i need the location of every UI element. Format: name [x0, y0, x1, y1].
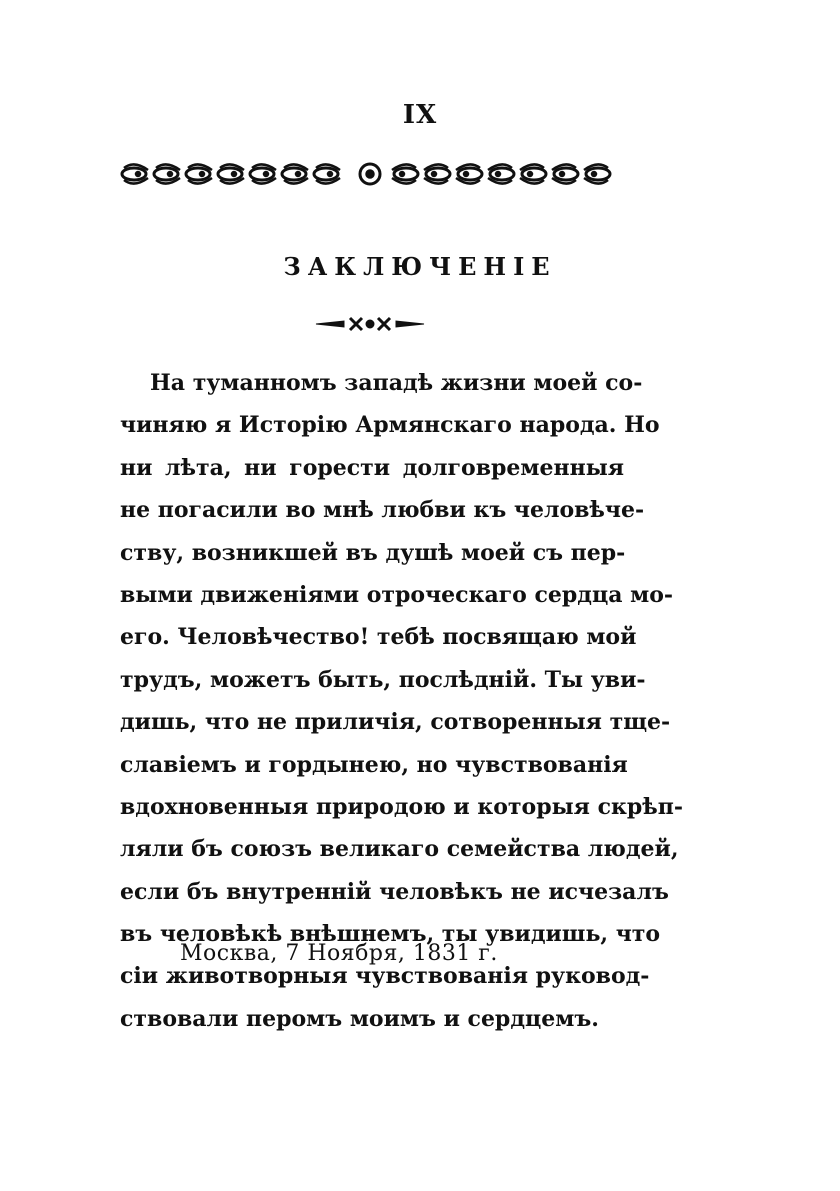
text-line: его. Человѣчество! тебѣ посвящаю мой [120, 624, 637, 651]
text-line: сіи животворныя чувствованія руковод- [120, 963, 650, 990]
text-line: выми движеніями отроческаго сердца мо- [120, 581, 674, 608]
text-line: трудъ, можетъ быть, послѣдній. Ты уви- [120, 666, 646, 693]
chapter-title: ЗАКЛЮЧЕНIЕ [283, 252, 557, 281]
text-line: ствовали перомъ моимъ и сердцемъ. [120, 1005, 599, 1032]
ornament-band-icon [120, 154, 620, 194]
text-line: если бъ внутренній человѣкъ не исчезалъ [120, 878, 669, 905]
text-line: чиняю я Исторію Армянскаго народа. Но [120, 412, 660, 439]
text-line: вдохновенныя природою и которыя скрѣп- [120, 793, 683, 820]
small-ornament-icon [310, 312, 430, 336]
text-line: въ человѣкѣ внѣшнемъ, ты увидишь, что [120, 921, 661, 948]
text-line: ни лѣта, ни горести долговременныя [120, 454, 624, 481]
text-line: не погасили во мнѣ любви къ человѣче- [120, 497, 645, 524]
dateline: Москва, 7 Ноября, 1831 г. [180, 941, 498, 966]
page-number: IX [402, 100, 438, 130]
text-line: На туманномъ западѣ жизни моей со- [150, 370, 643, 396]
text-line: славіемъ и гордынею, но чувствованія [120, 751, 628, 778]
text-line: дишь, что не приличія, сотворенныя тще- [120, 709, 671, 736]
text-line: ляли бъ союзъ великаго семейства людей, [120, 836, 679, 863]
text-line: ству, возникшей въ душѣ моей съ пер- [120, 539, 626, 566]
